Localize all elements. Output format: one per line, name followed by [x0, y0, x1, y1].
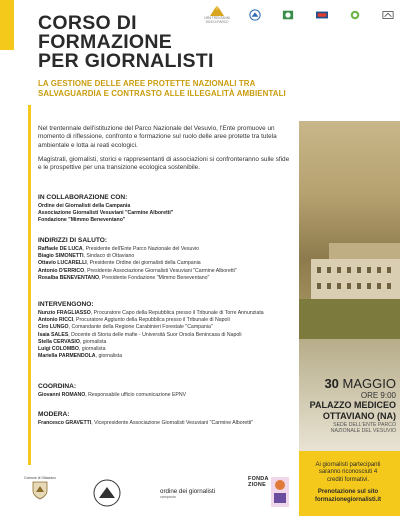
- agv-logo: [92, 478, 122, 508]
- photo-building: [311, 259, 400, 299]
- speaker-line: [38, 275, 290, 282]
- speaker-line: [38, 420, 290, 427]
- speaker-line: [38, 268, 290, 275]
- section-heading: IN COLLABORAZIONE CON:: [38, 194, 128, 201]
- speaker-line: [38, 253, 290, 260]
- journalists-association-icon: [92, 478, 122, 508]
- title-line: PER GIORNALISTI: [38, 50, 214, 72]
- speaker-name: Nunzio FRAGLIASSO: [38, 310, 91, 316]
- yellow-vertical-rule: [28, 105, 31, 465]
- speaker-role: , Responsabile ufficio comunicazione EPNV: [85, 392, 187, 398]
- odg-logo: [160, 488, 215, 499]
- speaker-line: [38, 260, 290, 267]
- event-date: [282, 377, 396, 391]
- booking-link[interactable]: formazionegiornalisti.it: [314, 496, 381, 503]
- odg-region: campania: [160, 495, 176, 499]
- speaker-name: Antonio RICCI: [38, 317, 74, 324]
- speaker-line: [38, 310, 290, 317]
- speaker-role: , Procuratore Aggiunto della Repubblica presso il Tribunale di Napoli: [73, 317, 230, 324]
- partner-line: Fondazione "Mimmo Beneventano": [38, 217, 126, 224]
- speaker-role: , Presidente Associazione Giornalisti Vesuviani "Carmine Alboretti": [84, 267, 237, 274]
- event-city: OTTAVIANO (NA): [322, 411, 396, 421]
- unesco-icon: [380, 9, 396, 21]
- speaker-role: , giornalista: [78, 346, 106, 353]
- europarc-icon: [347, 9, 363, 21]
- fondazione-artwork-icon: [270, 476, 290, 508]
- speaker-line: [38, 392, 290, 399]
- speaker-role: , giornalista: [79, 338, 107, 345]
- speaker-role: , Procuratore Capo della Repubblica presso il Tribunale di Torre Annunziata: [90, 310, 264, 316]
- speaker-name: Raffaele DE LUCA: [38, 246, 83, 252]
- subtitle-line: LA GESTIONE DELLE AREE PROTETTE NAZIONALI TRA: [38, 79, 256, 88]
- speaker-line: [38, 332, 290, 339]
- comune-caption: Comune di Ottaviano: [24, 476, 56, 480]
- event-seat-line: NAZIONALE DEL VESUVIO: [330, 428, 396, 434]
- speaker-line: [38, 324, 290, 331]
- event-time: ORE 9:00: [360, 391, 396, 400]
- anniversary-line: 1995 TRENTANNI: [204, 16, 230, 21]
- speaker-name: Francesco GRAVETTI: [38, 420, 92, 426]
- speaker-name: Isaia SALES: [38, 331, 69, 338]
- subtitle-line: SALVAGUARDIA E CONTRASTO ALLE ILLEGALITÀ AMBIENTALI: [38, 89, 286, 98]
- speaker-name: Ottavio LUCARELLI: [38, 260, 87, 267]
- event-details: [282, 377, 396, 434]
- speaker-line: [38, 339, 290, 346]
- speaker-name: Luigi COLOMBO: [38, 346, 79, 353]
- photo-trees: [299, 299, 400, 339]
- section-heading: INTERVENGONO:: [38, 301, 94, 308]
- anniversary-logo: [204, 5, 230, 24]
- fondazione-line: FONDA: [248, 476, 269, 482]
- modera-section: [38, 410, 290, 427]
- credits-line: saranno riconosciuti 4: [318, 469, 378, 476]
- title-line: FORMAZIONE: [38, 31, 173, 53]
- credits-line: Ai giornalisti partecipanti: [315, 462, 381, 468]
- speaker-name: Giovanni ROMANO: [38, 392, 86, 398]
- credits-text: [301, 462, 395, 504]
- intro-text: [38, 125, 290, 178]
- speaker-name: Mariella PARMENDOLA: [38, 353, 96, 360]
- subtitle: [38, 79, 338, 99]
- speaker-role: , Presidente Fondazione "Mimmo Beneventano": [99, 274, 210, 281]
- anniversary-line: 1925 DI PARCO: [205, 20, 229, 24]
- speaker-role: , Presidente dell'Ente Parco Nazionale del Vesuvio: [82, 246, 200, 252]
- speaker-role: , Sindaco di Ottaviano: [83, 253, 135, 260]
- speaker-name: Ciro LUNGO: [38, 324, 69, 331]
- event-day: 30: [324, 376, 339, 391]
- intervengono-section: [38, 300, 290, 360]
- title-line: CORSO DI: [38, 12, 137, 34]
- speaker-line: [38, 246, 290, 253]
- booking-line: Prenotazione sul sito: [317, 489, 379, 496]
- coordina-section: [38, 382, 290, 399]
- speaker-role: , Docente di Storia delle mafie - Università Suor Orsola Benincasa di Napoli: [68, 331, 242, 338]
- speaker-line: [38, 353, 290, 360]
- speaker-role: , giornalista: [95, 353, 123, 360]
- speaker-line: [38, 317, 290, 324]
- speaker-role: , Presidente Ordine dei giornalisti della Campania: [86, 260, 201, 267]
- event-month: MAGGIO: [342, 376, 396, 391]
- partner-line: Ordine dei Giornalisti della Campania: [38, 203, 131, 209]
- event-place: PALAZZO MEDICEO: [309, 400, 396, 410]
- collaborazione-section: [38, 193, 290, 225]
- region-emblem-icon: [314, 9, 330, 21]
- yellow-corner-accent: [0, 0, 14, 50]
- intro-paragraph: Nel trentennale dell'istituzione del Parco Nazionale del Vesuvio, l'Ente promuove un momento di riflessione, confronto e formazione sul ruolo delle aree protette tra tutela ambientale e lotta ai reati ecologici.: [38, 125, 277, 149]
- section-heading: COORDINA:: [38, 383, 77, 390]
- fondazione-logo: [248, 476, 269, 488]
- partner-logos-top: [204, 4, 396, 26]
- section-heading: INDIRIZZI DI SALUTO:: [38, 237, 108, 244]
- speaker-line: [38, 346, 290, 353]
- speaker-name: Biagio SIMONETTI: [38, 253, 84, 260]
- speaker-name: Antonio D'ERRICO: [38, 267, 85, 274]
- odg-name: ordine dei giornalisti: [160, 488, 216, 495]
- partner-logos-bottom: [10, 472, 290, 516]
- partner-line: Associazione Giornalisti Vesuviani "Carmine Alboretti": [38, 210, 174, 217]
- speaker-name: Stella CERVASIO: [38, 338, 80, 345]
- comune-logo: [24, 476, 56, 500]
- ministry-emblem-icon: [280, 9, 296, 21]
- fondazione-line: ZIONE: [248, 482, 266, 488]
- event-seat-line: SEDE DELL'ENTE PARCO: [333, 422, 396, 428]
- section-heading: MODERA:: [38, 411, 70, 418]
- speaker-role: , Vicepresidente Associazione Giornalisti Vesuviani "Carmine Alboretti": [91, 420, 254, 426]
- speaker-role: , Comandante della Regione Carabinieri Forestale "Campania": [68, 324, 213, 331]
- speaker-name: Rosalba BENEVENTANO: [38, 274, 100, 281]
- credits-line: crediti formativi.: [326, 476, 369, 483]
- park-emblem-icon: [247, 9, 263, 21]
- intro-paragraph: Magistrati, giornalisti, storici e rappresentanti di associazioni si confronteranno sulle sfide e le prospettive per una transizione ecologica sostenibile.: [38, 155, 290, 172]
- coat-of-arms-icon: [32, 480, 48, 500]
- saluto-section: [38, 236, 290, 282]
